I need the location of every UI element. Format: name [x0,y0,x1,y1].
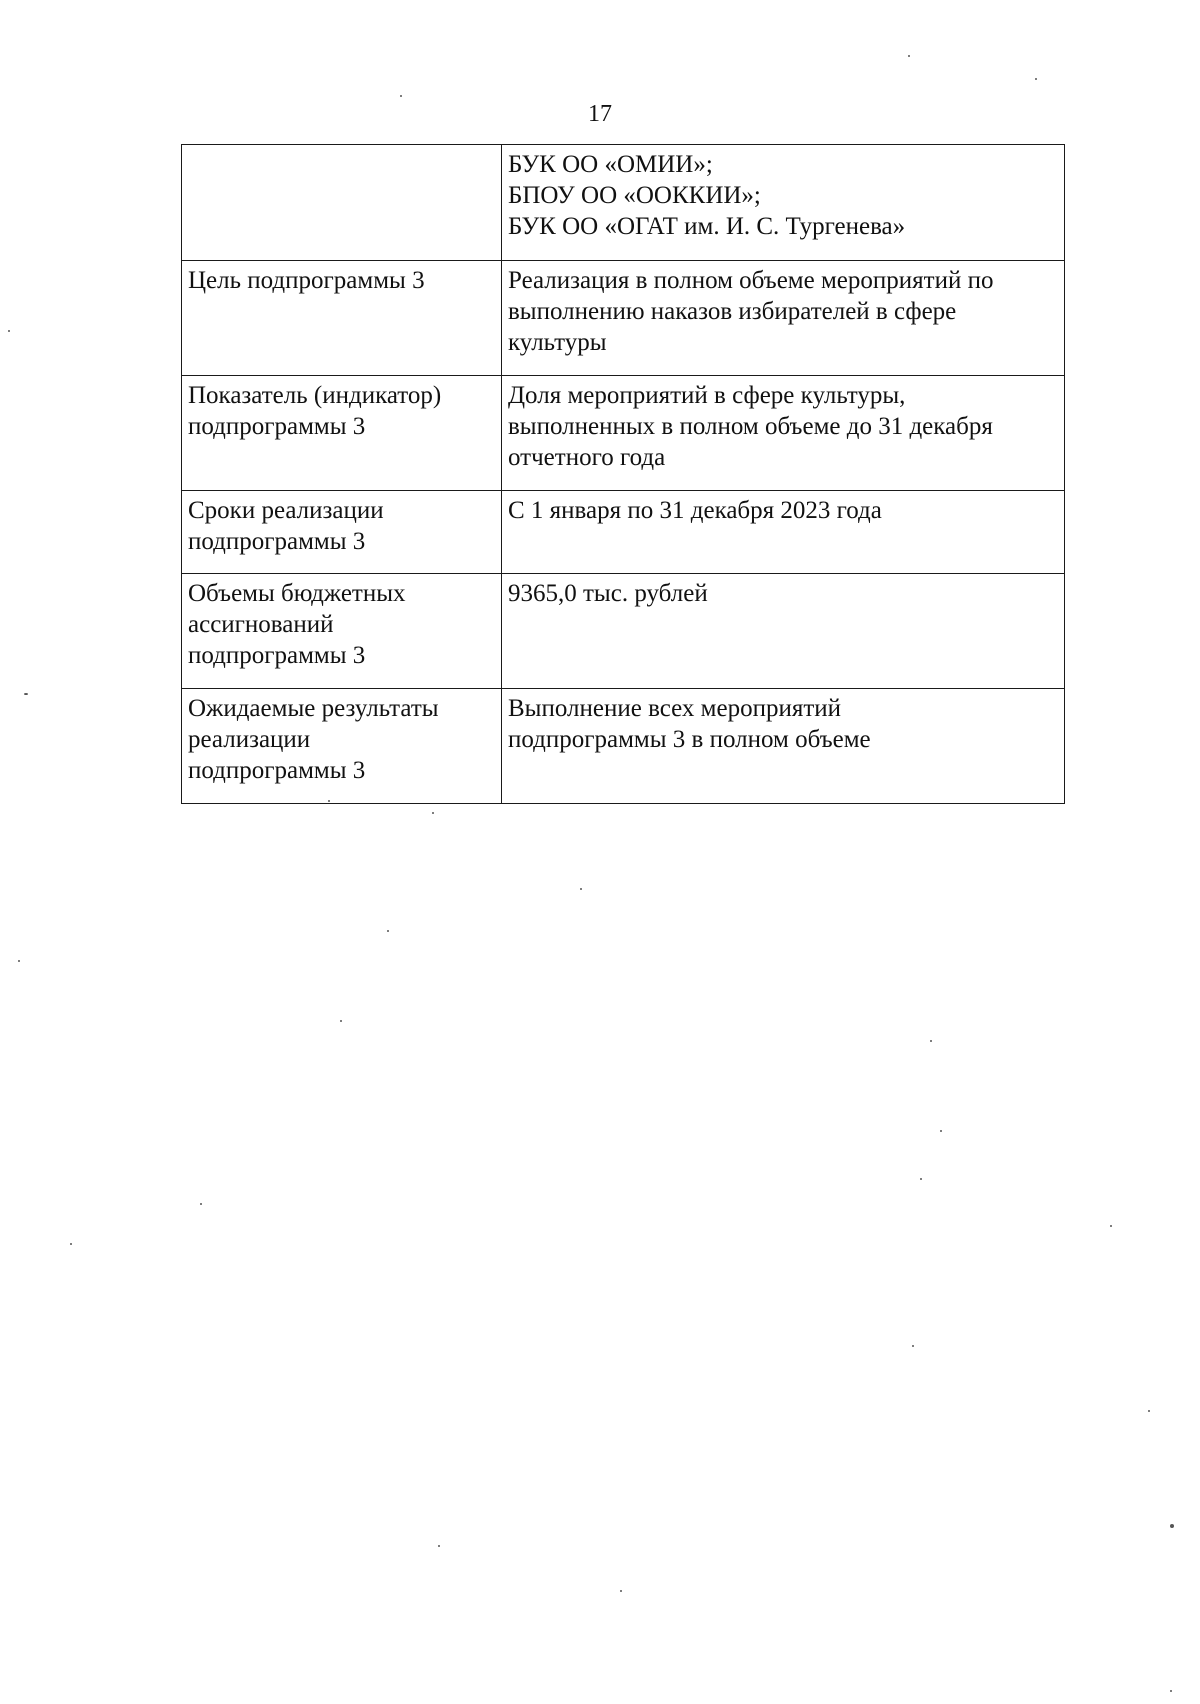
value-line: Выполнение всех мероприятий [508,695,842,722]
value-line: подпрограммы 3 в полном объеме [508,726,871,753]
value-line: выполнению наказов избирателей в сфере [508,298,957,325]
indicator-value-cell [502,376,1065,491]
scan-speck [24,693,28,695]
value-line: С 1 января по 31 декабря 2023 года [508,497,882,524]
subprogram-passport-table [181,144,1065,804]
scan-speck [1110,1225,1112,1227]
expected-results-value-cell [502,689,1065,804]
scan-speck [70,1243,72,1245]
label-line: реализации [188,726,311,753]
value-line: Доля мероприятий в сфере культуры, [508,382,906,409]
scan-speck [200,1203,202,1205]
row-label-cell [182,574,502,689]
table-row [182,261,1065,376]
label-line: ассигнований [188,611,334,638]
label-line: подпрограммы 3 [188,413,366,440]
goal-value-cell [502,261,1065,376]
scan-speck [328,800,330,802]
label-line: подпрограммы 3 [188,528,366,555]
scan-speck [580,888,582,890]
value-line: БУК ОО «ОГАТ им. И. С. Тургенева» [508,213,906,240]
scan-speck [400,95,402,97]
scan-speck [438,1545,440,1547]
page-number: 17 [588,101,612,127]
scan-speck [1148,1410,1150,1412]
label-line: Ожидаемые результаты [188,695,439,722]
scan-speck [1170,1690,1172,1692]
row-label-cell [182,145,502,261]
scan-speck [620,1590,622,1592]
value-line: 9365,0 тыс. рублей [508,580,708,607]
responsible-executors-cell [502,145,1065,261]
label-line: подпрограммы 3 [188,757,366,784]
row-label-cell [182,491,502,574]
scan-speck [432,812,434,814]
label-line: подпрограммы 3 [188,642,366,669]
value-line: БУК ОО «ОМИИ»; [508,151,713,178]
label-line: Объемы бюджетных [188,580,406,607]
table-row [182,376,1065,491]
scan-speck [18,960,20,962]
label-line: Цель подпрограммы 3 [188,267,425,294]
scan-speck [940,1130,942,1132]
table-row [182,491,1065,574]
timeframe-value-cell [502,491,1065,574]
value-line: БПОУ ОО «ООККИИ»; [508,182,761,209]
value-line: Реализация в полном объеме мероприятий по [508,267,994,294]
row-label-cell [182,261,502,376]
scan-speck [387,930,389,932]
scan-speck [1035,78,1037,80]
scan-speck [912,1345,914,1347]
scan-speck [920,1178,922,1180]
budget-value-cell [502,574,1065,689]
value-line: культуры [508,329,607,356]
table-row [182,689,1065,804]
row-label-cell [182,376,502,491]
label-line: Сроки реализации [188,497,384,524]
scan-speck [8,330,10,332]
row-label-cell [182,689,502,804]
label-line: Показатель (индикатор) [188,382,442,409]
table-row [182,145,1065,261]
scan-speck [930,1040,932,1042]
table-row [182,574,1065,689]
scan-speck [340,1020,342,1022]
scan-speck [908,55,910,57]
value-line: выполненных в полном объеме до 31 декабря [508,413,993,440]
scan-speck [1170,1524,1174,1528]
value-line: отчетного года [508,444,666,471]
